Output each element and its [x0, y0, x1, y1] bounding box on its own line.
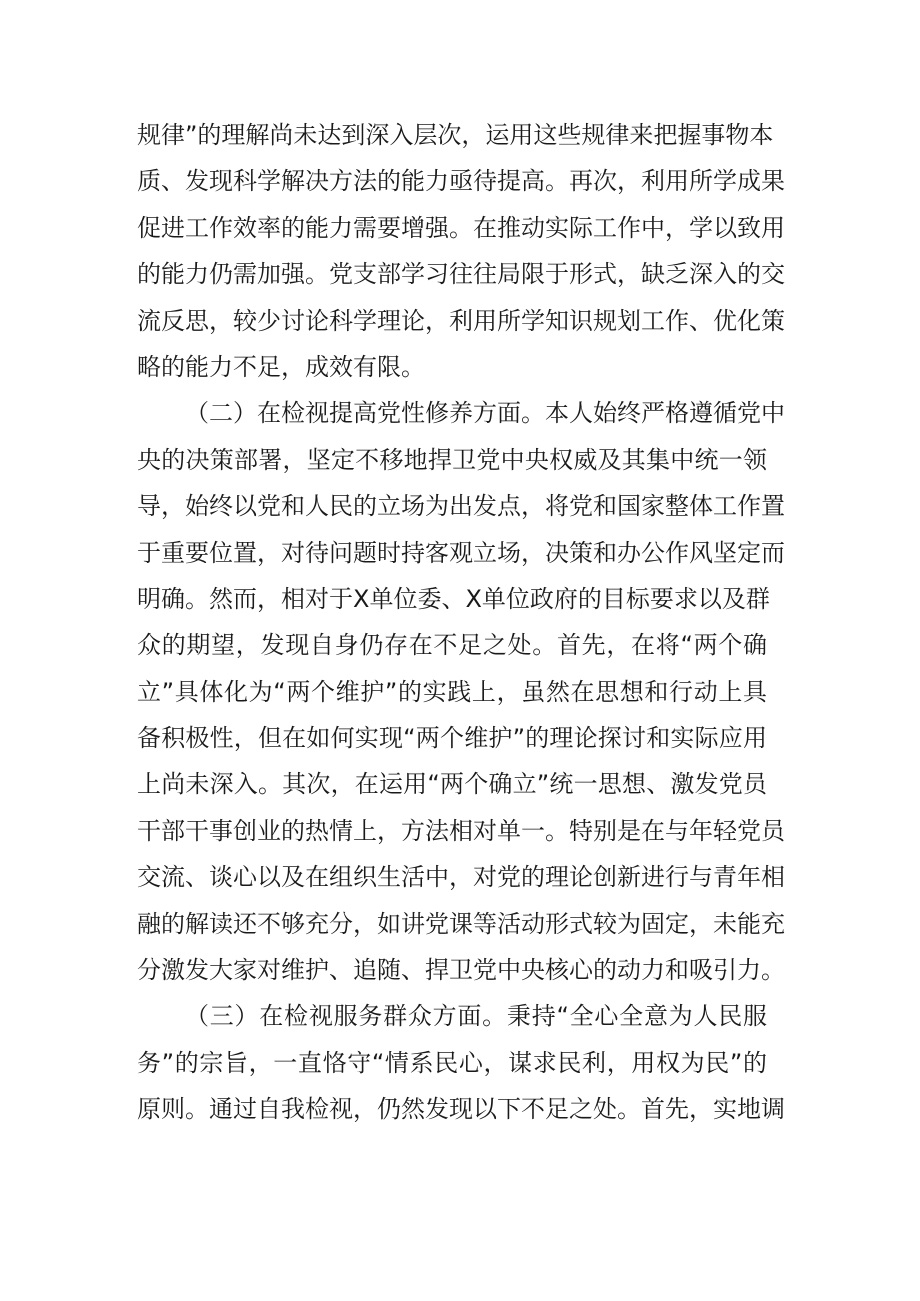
paragraph-3 — [137, 993, 785, 1132]
text-line: 务”的宗旨，一直恪守“情系民心，谋求民利，用权为民”的 — [137, 1048, 767, 1077]
text-line: 融的解读还不够充分，如讲党课等活动形式较为固定，未能充 — [137, 909, 785, 938]
text-line: 分激发大家对维护、追随、捍卫党中央核心的动力和吸引力。 — [137, 956, 785, 985]
text-line: 促进工作效率的能力需要增强。在推动实际工作中，学以致用 — [137, 213, 785, 242]
text-line: 众的期望，发现自身仍存在不足之处。首先，在将“两个确 — [137, 631, 767, 660]
text-line: 流反思，较少讨论科学理论，利用所学知识规划工作、优化策 — [137, 306, 785, 335]
text-line: 原则。通过自我检视，仍然发现以下不足之处。首先，实地调 — [137, 1095, 785, 1124]
text-line: 明确。然而，相对于X单位委、X单位政府的目标要求以及群 — [137, 584, 770, 613]
text-line: 质、发现科学解决方法的能力亟待提高。再次，利用所学成果 — [137, 167, 785, 196]
text-line: 规律”的理解尚未达到深入层次，运用这些规律来把握事物本 — [137, 121, 774, 149]
paragraph-1 — [137, 112, 785, 390]
text-line: （三）在检视服务群众方面。秉持“全心全意为人民服 — [185, 1002, 767, 1031]
text-line: 上尚未深入。其次，在运用“两个确立”统一思想、激发党员 — [137, 770, 767, 799]
text-line: 的能力仍需加强。党支部学习往往局限于形式，缺乏深入的交 — [137, 260, 785, 289]
text-line: 立”具体化为“两个维护”的实践上，虽然在思想和行动上具 — [137, 677, 767, 706]
text-line: （二）在检视提高党性修养方面。本人始终严格遵循党中 — [185, 399, 785, 428]
text-line: 于重要位置，对待问题时持客观立场，决策和办公作风坚定而 — [137, 538, 785, 567]
text-line: 干部干事创业的热情上，方法相对单一。特别是在与年轻党员 — [137, 816, 785, 845]
document-body — [137, 112, 785, 1133]
text-line: 导，始终以党和人民的立场为出发点，将党和国家整体工作置 — [137, 492, 785, 521]
text-line: 略的能力不足，成效有限。 — [137, 352, 425, 381]
text-line: 央的决策部署，坚定不移地捍卫党中央权威及其集中统一领 — [137, 445, 767, 474]
text-line: 交流、谈心以及在组织生活中，对党的理论创新进行与青年相 — [137, 863, 785, 892]
text-line: 备积极性，但在如何实现“两个维护”的理论探讨和实际应用 — [137, 724, 767, 753]
paragraph-2 — [137, 390, 785, 993]
